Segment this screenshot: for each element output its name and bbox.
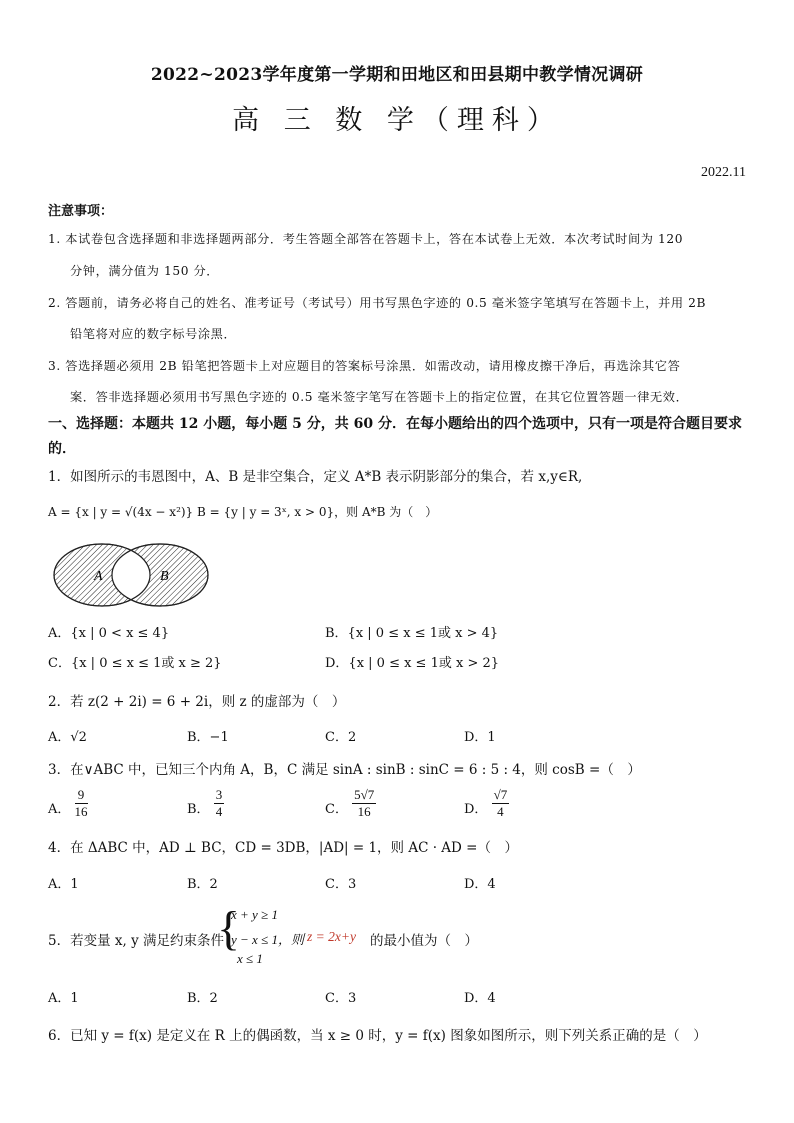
exam-date: 2022.11 [701, 165, 746, 180]
q5-brace: { [217, 902, 241, 955]
q1-option-c[interactable]: C．{x | 0 ≤ x ≤ 1或 x ≥ 2} [48, 656, 222, 671]
q4-stem: 4．在 ΔABC 中，AD ⊥ BC，CD = 3DB，|AD| = 1，则 AC · AD =（ ） [48, 840, 518, 856]
q5-option-d[interactable]: D．4 [464, 991, 496, 1006]
q2-option-c[interactable]: C．2 [325, 730, 357, 745]
q2-option-b[interactable]: B．−1 [187, 730, 229, 745]
notice-item-3-line2: 案．答非选择题必须用书写黑色字迹的 0.5 毫米签字笔写在答题卡上的指定位置，在其它位置答题一律无效． [70, 390, 689, 404]
notice-item-3-line1: 3. 答选择题必须用 2B 铅笔把答题卡上对应题目的答案标号涂黑．如需改动，请用橡皮擦干净后，再选涂其它答 [48, 359, 681, 373]
exam-subtitle: 高 三 数 学（理科） [232, 105, 562, 136]
q3-option-c-den: 16 [357, 804, 371, 819]
venn-label-b: B [160, 569, 169, 584]
q1-stem-line1: 1．如图所示的韦恩图中，A、B 是非空集合，定义 A*B 表示阴影部分的集合，若 x,y∈R, [48, 469, 583, 485]
venn-diagram [50, 540, 212, 610]
notice-item-2-line1: 2. 答题前，请务必将自己的姓名、准考证号（考试号）用书写黑色字迹的 0.5 毫米签字笔填写在答题卡上，并用 2B [48, 296, 707, 310]
q3-stem: 3．在∨ABC 中，已知三个内角 A，B，C 满足 sinA : sinB : sinC = 6 : 5 : 4，则 cosB =（ ） [48, 762, 641, 778]
q5-suffix: 的最小值为（ ） [370, 933, 478, 949]
q5-prefix: 5．若变量 x, y 满足约束条件 [48, 933, 224, 949]
q4-option-c[interactable]: C．3 [325, 877, 357, 892]
q3-option-d-label: D． [464, 802, 488, 817]
q3-option-a-den: 16 [74, 804, 88, 819]
q2-option-d[interactable]: D．1 [464, 730, 496, 745]
exam-title: 2022~2023学年度第一学期和田地区和田县期中教学情况调研 [150, 65, 644, 85]
q3-option-c[interactable] [325, 787, 376, 820]
section-heading-line1: 一、选择题：本题共 12 小题，每小题 5 分，共 60 分．在每小题给出的四个选项中，只有一项是符合题目要求 [48, 416, 742, 432]
notice-heading: 注意事项： [48, 204, 114, 219]
q4-option-d[interactable]: D．4 [464, 877, 496, 892]
section-heading-line2: 的． [48, 441, 76, 457]
q3-option-a[interactable] [48, 787, 88, 820]
notice-item-1-line1: 1. 本试卷包含选择题和非选择题两部分．考生答题全部答在答题卡上，答在本试卷上无效．本次考试时间为 120 [48, 232, 684, 246]
q2-option-a[interactable]: A．√2 [48, 730, 87, 745]
q5-option-a[interactable]: A．1 [48, 991, 79, 1006]
q6-stem: 6．已知 y = f(x) 是定义在 R 上的偶函数，当 x ≥ 0 时，y = f(x) 图象如图所示，则下列关系正确的是（ ） [48, 1028, 707, 1044]
q5-constraint-1: x + y ≥ 1 [231, 907, 278, 922]
notice-item-2-line2: 铅笔将对应的数字标号涂黑． [70, 327, 237, 341]
notice-item-1-line2: 分钟，满分值为 150 分． [70, 264, 220, 278]
q5-option-b[interactable]: B．2 [187, 991, 218, 1006]
q3-option-a-label: A． [48, 802, 71, 817]
q3-option-c-label: C． [325, 802, 348, 817]
venn-label-a: A [94, 569, 103, 584]
q3-option-b[interactable] [187, 787, 224, 820]
q3-option-b-label: B． [187, 802, 210, 817]
q1-option-d[interactable]: D．{x | 0 ≤ x ≤ 1或 x > 2} [325, 656, 500, 671]
q5-option-c[interactable]: C．3 [325, 991, 357, 1006]
q3-option-b-num: 3 [215, 787, 223, 802]
q1-stem-line2: A = {x | y = √(4x − x²)} B = {y | y = 3ˣ, x > 0}，则 A*B 为（ ） [48, 505, 438, 519]
q1-option-b[interactable]: B．{x | 0 ≤ x ≤ 1或 x > 4} [325, 626, 499, 641]
q3-option-a-num: 9 [75, 787, 88, 804]
q3-option-d-num: √7 [493, 787, 508, 802]
q2-stem: 2．若 z(2 + 2i) = 6 + 2i，则 z 的虚部为（ ） [48, 694, 346, 710]
q5-constraint-3: x ≤ 1 [237, 951, 263, 966]
q1-option-a[interactable]: A．{x | 0 < x ≤ 4} [48, 626, 170, 641]
q4-option-b[interactable]: B．2 [187, 877, 218, 892]
q3-option-d[interactable] [464, 787, 509, 820]
q3-option-b-den: 4 [215, 804, 223, 819]
q5-constraint-2: y − x ≤ 1，则 [231, 932, 304, 947]
q3-option-d-den: 4 [497, 804, 504, 819]
q5-objective: z = 2x+y [307, 929, 356, 944]
q3-option-c-num: 5√7 [354, 787, 375, 802]
q4-option-a[interactable]: A．1 [48, 877, 79, 892]
